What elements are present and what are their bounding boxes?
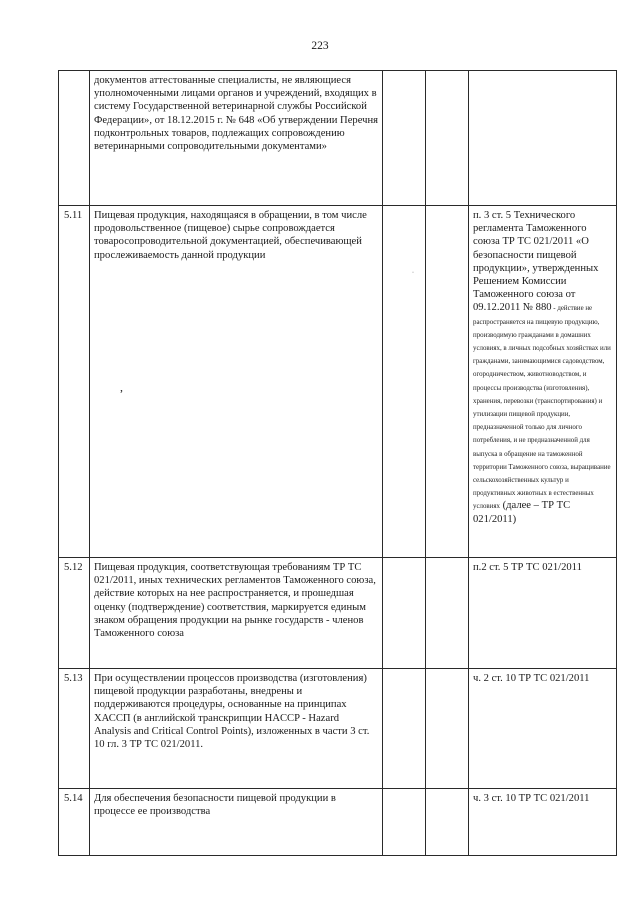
- requirement-text: документов аттестованные специалисты, не являющиеся уполномоченными лицами органов и учреждений, входящих в систему Государственной ветеринарной службы Российской Федерации», от 18.12.2015 г. № 648 «Об утверждении Перечня подконтрольных товаров, подлежащих сопровождению ветеринарными сопроводительными документами»: [90, 71, 383, 206]
- page-number: 223: [311, 40, 329, 52]
- reference-cell: ч. 3 ст. 10 ТР ТС 021/2011: [469, 789, 617, 856]
- reference-cell: [469, 71, 617, 206]
- table-row: [59, 789, 617, 856]
- reference-note: - действие не распространяется на пищевую продукцию, производимую гражданами в домашних условиях, в личных подсобных хозяйствах или гражданами, занимающимися садоводством, огородничеством, животноводством, и процессы производства (изготовления), хранения, перевозки (транспортирования) и утилизации пищевой продукции, предназначенной только для личного потребления, и не предназначенной для выпуска в обращение на таможенной территории Таможенного союза, выращивание сельскохозяйственных культур и продуктивных животных в естественных условиях: [473, 305, 611, 511]
- reference-cell: п.2 ст. 5 ТР ТС 021/2011: [469, 558, 617, 669]
- table-row: [59, 71, 617, 206]
- answer-cell-no: [426, 206, 469, 558]
- table-row: [59, 558, 617, 669]
- row-number: 5.11: [59, 206, 90, 558]
- requirements-table: [58, 70, 617, 856]
- reference-cell: ч. 2 ст. 10 ТР ТС 021/2011: [469, 669, 617, 789]
- reference-main: п. 3 ст. 5 Технического регламента Таможенного союза ТР ТС 021/2011 «О безопасности пищевой продукции», утвержденных Решением Комиссии Таможенного союза от 09.12.2011 № 880: [473, 210, 599, 314]
- requirement-text: Для обеспечения безопасности пищевой продукции в процессе ее производства: [90, 789, 383, 856]
- table-row: [59, 206, 617, 558]
- row-number: 5.14: [59, 789, 90, 856]
- handwritten-mark: ,: [120, 380, 123, 394]
- answer-cell-yes: [383, 71, 426, 206]
- requirement-text: Пищевая продукция, соответствующая требованиям ТР ТС 021/2011, иных технических регламентов Таможенного союза, действие которых на нее распространяется, и прошедшая оценку (подтверждение) соответствия, маркируется единым знаком обращения продукции на рынке государств - членов Таможенного союза: [90, 558, 383, 669]
- table-row: [59, 669, 617, 789]
- answer-cell-yes: [383, 558, 426, 669]
- answer-cell-no: [426, 669, 469, 789]
- row-number: 5.13: [59, 669, 90, 789]
- scan-speck: ·: [412, 270, 414, 276]
- reference-suffix: (далее – ТР ТС 021/2011): [473, 500, 571, 525]
- answer-cell-yes: [383, 206, 426, 558]
- answer-cell-no: [426, 71, 469, 206]
- answer-cell-yes: [383, 669, 426, 789]
- requirement-text: Пищевая продукция, находящаяся в обращении, в том числе продовольственное (пищевое) сырье сопровождается товаросопроводительной документацией, обеспечивающей прослеживаемость данной продукции: [90, 206, 383, 558]
- reference-cell: [469, 206, 617, 558]
- row-number: 5.12: [59, 558, 90, 669]
- row-number: [59, 71, 90, 206]
- answer-cell-yes: [383, 789, 426, 856]
- requirement-text: При осуществлении процессов производства (изготовления) пищевой продукции разработаны, внедрены и поддерживаются процедуры, основанные на принципах ХАССП (в английской транскрипции HACCP - Hazard Analysis and Critical Control Points), изложенных в части 3 ст. 10 гл. 3 ТР ТС 021/2011.: [90, 669, 383, 789]
- answer-cell-no: [426, 558, 469, 669]
- answer-cell-no: [426, 789, 469, 856]
